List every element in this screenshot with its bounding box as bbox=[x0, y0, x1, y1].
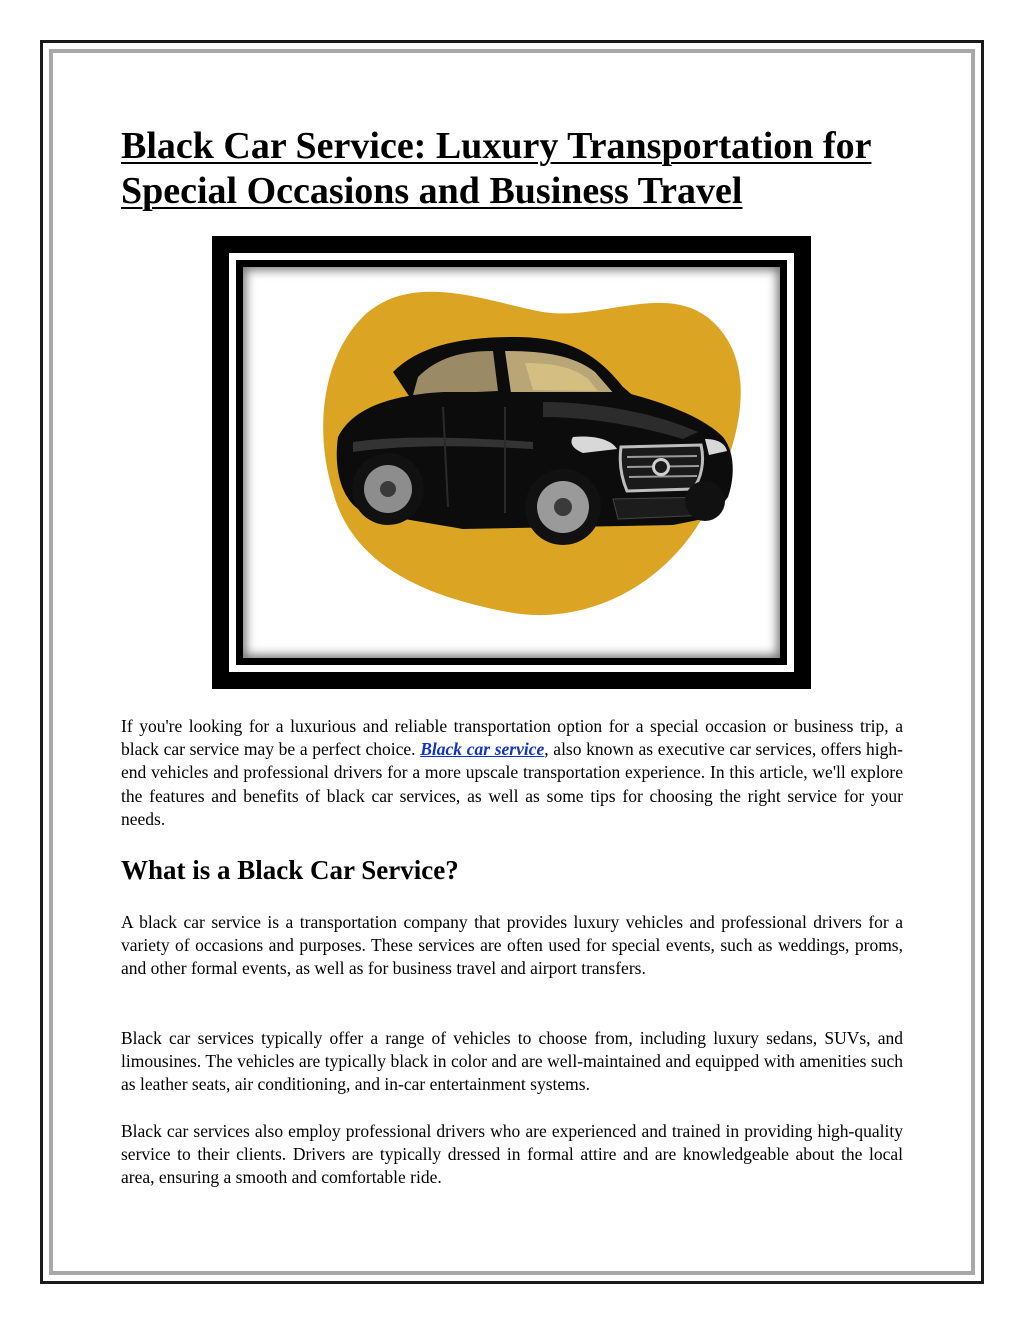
intro-paragraph bbox=[121, 715, 903, 831]
car-image-frame bbox=[212, 236, 811, 689]
black-sedan-illustration bbox=[243, 267, 780, 658]
paragraph-definition: A black car service is a transportation company that provides luxury vehicles and professional drivers for a variety of occasions and purposes. These services are often used for special events, such as weddings, proms, and other formal events, as well as for business travel and airport transfers. bbox=[121, 912, 903, 979]
paragraph-vehicles: Black car services typically offer a range of vehicles to choose from, including luxury sedans, SUVs, and limousines. The vehicles are typically black in color and are well-maintained and equipped with amenities such as leather seats, air conditioning, and in-car entertainment systems. bbox=[121, 1028, 903, 1095]
intro-text-before: If you're looking for a luxurious and reliable transportation option for a special occasion or business trip, a black car service may be a perfect choice. bbox=[121, 716, 903, 760]
paragraph-drivers: Black car services also employ professional drivers who are experienced and trained in providing high-quality service to their clients. Drivers are typically dressed in formal attire and are knowledgeable about the local area, ensuring a smooth and comfortable ride. bbox=[121, 1121, 903, 1188]
black-car-service-link[interactable]: Black car service bbox=[420, 739, 545, 760]
intro-text-after: , also known as executive car services, offers high-end vehicles and professional drivers for a more upscale transportation experience. In this article, we'll explore the features and benefits of black car services, as well as some tips for choosing the right service for your needs. bbox=[121, 739, 903, 829]
car-image bbox=[243, 267, 780, 658]
page-title: Black Car Service: Luxury Transportation for Special Occasions and Business Travel bbox=[121, 125, 872, 212]
section-heading: What is a Black Car Service? bbox=[121, 855, 459, 885]
